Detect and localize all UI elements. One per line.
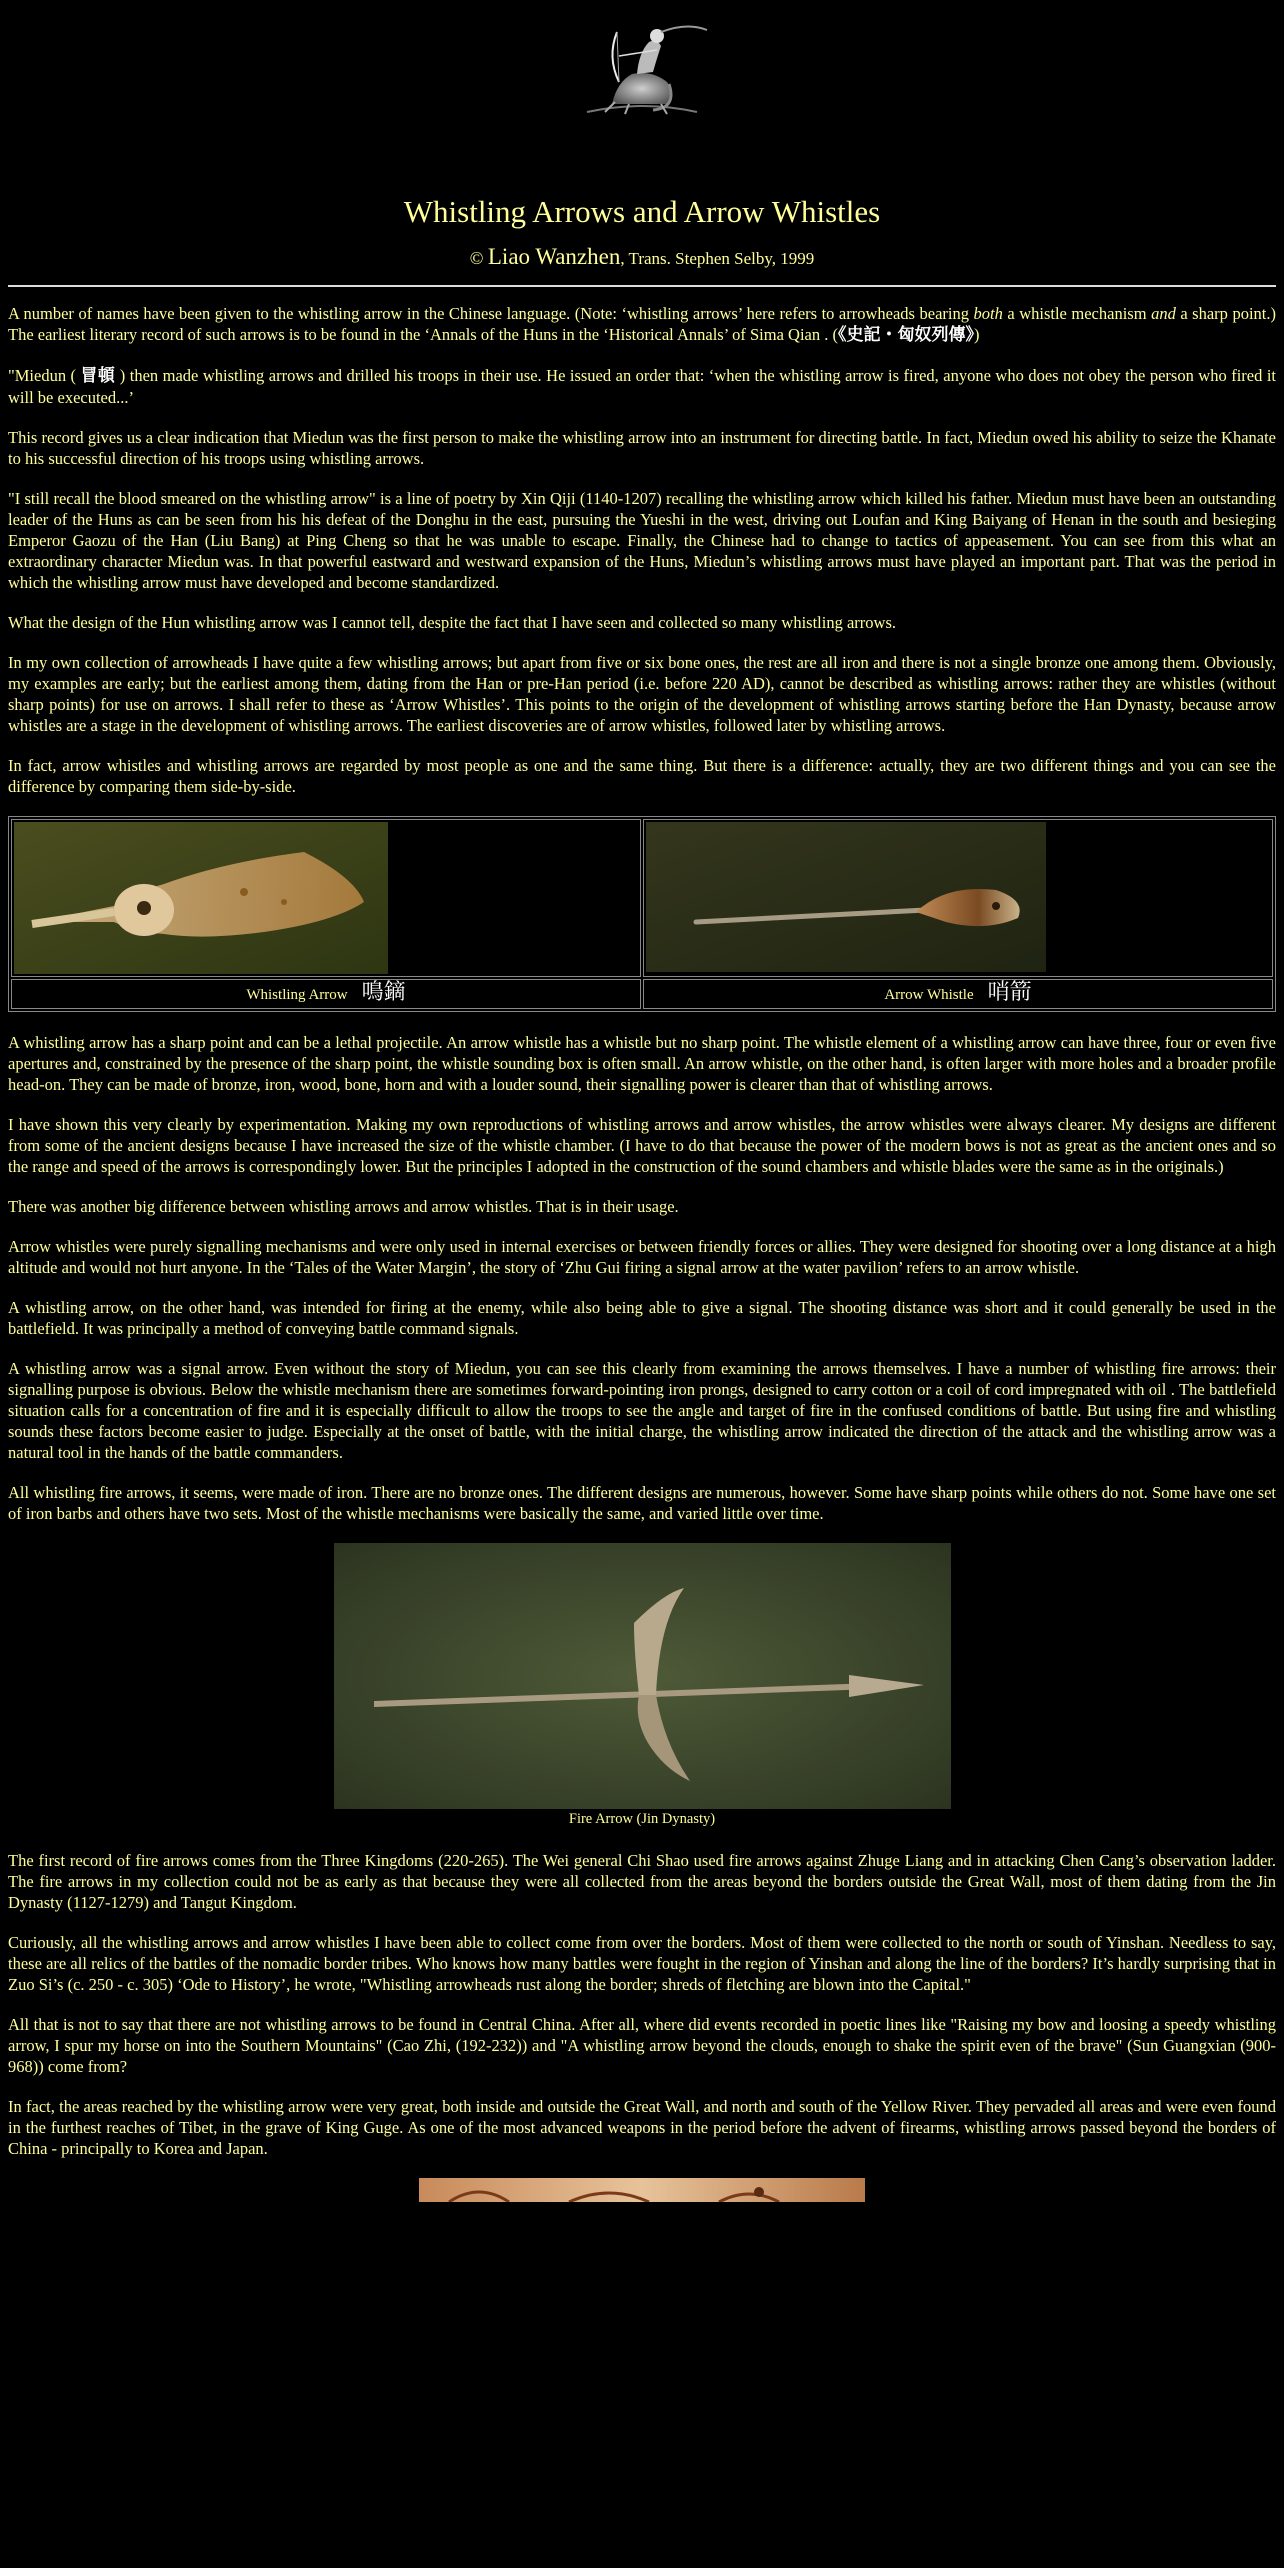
paragraph-closing-16: Curiously, all the whistling arrows and arrow whistles I have been able to collect come from over the borders. Most of them were collected to the north or south of Yinshan. Needless to say, these are all relics of the battles of the nomadic border tribes. Who knows how many battles were fought in the region of Yinshan and along the line of the borders? It’s hardly surprising that in Zuo Si’s (c. 250 - c. 305) ‘Ode to History’, he wrote, "Whistling arrowheads rust along the border; shreds of fletching are blown into the Capital." xyxy=(8,1933,1276,1994)
arrow-whistle-chinese: 哨箭 xyxy=(987,980,1032,1005)
paragraph-body-12: A whistling arrow, on the other hand, was intended for firing at the enemy, while also being able to give a signal. The shooting distance was short and it could generally be used in the battlefield. It was principally a method of conveying battle command signals. xyxy=(8,1298,1276,1338)
logo-area xyxy=(8,0,1276,122)
paragraph-body-10: There was another big difference between whistling arrows and arrow whistles. That is in their usage. xyxy=(8,1197,679,1216)
byline xyxy=(8,246,1276,269)
fire-arrow-figure xyxy=(8,1543,1276,1830)
archer-logo-icon xyxy=(557,12,727,122)
paragraph-intro-7: In fact, arrow whistles and whistling arrows are regarded by most people as one and the same thing. But there is a difference: actually, they are two different things and you can see the difference by comparing them side-by-side. xyxy=(8,756,1276,796)
header-divider xyxy=(8,285,1276,287)
fire-arrow-caption: Fire Arrow (Jin Dynasty) xyxy=(568,1811,716,1827)
paragraph-intro-3: This record gives us a clear indication that Miedun was the first person to make the whistling arrow into an instrument for directing battle. In fact, Miedun owed his ability to seize the Khanate to his successful direction of his troops using whistling arrows. xyxy=(8,428,1276,468)
paragraph-body-14: All whistling fire arrows, it seems, were made of iron. There are no bronze ones. The different designs are numerous, however. Some have sharp points while others do not. Some have one set of iron barbs and others have two sets. Most of the whistle mechanisms were basically the same, and varied little over time. xyxy=(8,1483,1276,1523)
paragraph-body-8: A whistling arrow has a sharp point and can be a lethal projectile. An arrow whistle has a whistle but no sharp point. The whistle element of a whistling arrow can have three, four or even five apertures and, constrained by the presence of the sharp point, the whistle sounding box is often small. An arrow whistle, on the other hand, is often larger with more holes and a broader profile head-on. They can be made of bronze, iron, wood, bone, horn and with a louder sound, their signalling power is clearer than that of whistling arrows. xyxy=(8,1033,1276,1094)
whistling-arrow-caption: Whistling Arrow 鳴鏑 xyxy=(11,979,641,1009)
whistling-arrow-photo-cell xyxy=(11,819,641,977)
arrow-whistle-photo-cell xyxy=(643,819,1273,977)
paragraph-body-9: I have shown this very clearly by experimentation. Making my own reproductions of whistling arrows and arrow whistles, the arrow whistles were always clearer. My designs are different from some of the ancient designs because I have increased the size of the whistle chamber. (I have to do that because the power of the modern bows is not as great as the ancient ones and so the range and speed of the arrows is correspondingly lower. But the principles I adopted in the construction of the sound chambers and whistle blades were the same as in the originals.) xyxy=(8,1115,1276,1176)
chinese-source-title: 《史記・匈奴列傳》 xyxy=(837,325,974,345)
paragraph-intro-2: "Miedun ( 冒頓 ) then made whistling arrows and drilled his troops in their use. He issued an order that: ‘when the whistling arrow is fired, anyone who does not obey the person who fired it will be executed...’ xyxy=(8,366,1277,407)
copyright-symbol: © xyxy=(469,248,484,268)
painting-image-partial xyxy=(419,2178,865,2202)
arrow-whistle-photo xyxy=(646,822,1046,972)
translator-credit: , Trans. Stephen Selby, 1999 xyxy=(620,249,815,268)
paragraph-intro-1: A number of names have been given to the whistling arrow in the Chinese language. (Note: ‘whistling arrows’ here refers to arrowheads bearing both a whistle mechanism and a sharp point.) The earliest literary record of such arrows is to be found in the ‘Annals of the Huns in the ‘Historical Annals’ of Sima Qian . (《史記・匈奴列傳》) xyxy=(8,304,1276,345)
paragraph-closing-18: In fact, the areas reached by the whistling arrow were very great, both inside and outside the Great Wall, and north and south of the Yellow River. They pervaded all areas and were even found in the furthest reaches of Tibet, in the grave of King Guge. As one of the most advanced weapons in the period before the advent of firearms, whistling arrows passed beyond the borders of China - principally to Korea and Japan. xyxy=(8,2097,1276,2158)
chinese-name-miedun: 冒頓 xyxy=(80,366,116,386)
paragraph-body-11: Arrow whistles were purely signalling mechanisms and were only used in internal exercises or between friendly forces or allies. They were designed for shooting over a long distance at a high altitude and would not hurt anyone. In the ‘Tales of the Water Margin’, the story of ‘Zhu Gui firing a signal arrow at the water pavilion’ refers to an arrow whistle. xyxy=(8,1237,1276,1277)
fire-arrow-photo xyxy=(334,1543,951,1809)
paragraph-intro-6: In my own collection of arrowheads I have quite a few whistling arrows; but apart from five or six bone ones, the rest are all iron and there is not a single bronze one among them. Obviously, my examples are early; but the earliest among them, dating from the Han or pre-Han period (i.e. before 220 AD), cannot be described as whistling arrows: rather they are whistles (without sharp points) for use on arrows. I shall refer to these as ‘Arrow Whistles’. This points to the origin of the development of whistling arrows starting before the Han Dynasty, because arrow whistles are a stage in the development of whistling arrows. The earliest discoveries are of arrow whistles, followed later by whistling arrows. xyxy=(8,653,1276,735)
paragraph-intro-4: "I still recall the blood smeared on the whistling arrow" is a line of poetry by Xin Qiji (1140-1207) recalling the whistling arrow which killed his father. Miedun must have been an outstanding leader of the Huns as can be seen from his his defeat of the Donghu in the east, pursuing the Yueshi in the west, driving out Loufan and King Baiyang of Henan in the south and besieging Emperor Gaozu of the Han (Liu Bang) at Ping Cheng so that he was unable to escape. Finally, the Chinese had to change to tactics of appeasement. You can see from this what an extraordinary character Miedun was. In that powerful eastward and westward expansion of the Huns, Miedun’s whistling arrows must have played an important part. That was the period in which the whistling arrow must have developed and become standardized. xyxy=(8,489,1276,592)
comparison-table xyxy=(8,816,1276,1012)
paragraph-closing-15: The first record of fire arrows comes from the Three Kingdoms (220-265). The Wei general Chi Shao used fire arrows against Zhuge Liang and in attacking Chen Cang’s observation ladder. The fire arrows in my collection could not be as early as that because they were all collected from the areas beyond the borders outside the Great Wall, most of them dating from the Jin Dynasty (1127-1279) and Tangut Kingdom. xyxy=(8,1851,1276,1912)
arrow-whistle-caption: Arrow Whistle 哨箭 xyxy=(643,979,1273,1009)
page-title: Whistling Arrows and Arrow Whistles xyxy=(403,194,881,229)
whistling-arrow-photo xyxy=(14,822,388,974)
paragraph-closing-17: All that is not to say that there are not whistling arrows to be found in Central China. After all, where did events recorded in poetic lines like "Raising my bow and loosing a speedy whistling arrow, I spur my horse on into the Southern Mountains" (Cao Zhi, (192-232)) and "A whistling arrow beyond the clouds, enough to shake the spirit even of the brave" (Sun Guangxian (900-968)) come from? xyxy=(8,2015,1276,2076)
whistling-arrow-chinese: 鳴鏑 xyxy=(361,980,406,1005)
paragraph-intro-5: What the design of the Hun whistling arrow was I cannot tell, despite the fact that I have seen and collected so many whistling arrows. xyxy=(8,613,896,632)
paragraph-body-13: A whistling arrow was a signal arrow. Even without the story of Miedun, you can see this clearly from examining the arrows themselves. I have a number of whistling fire arrows: their signalling purpose is obvious. Below the whistle mechanism there are sometimes forward-pointing iron prongs, designed to carry cotton or a coil of cord impregnated with oil . The battlefield situation calls for a concentration of fire and it is especially difficult to allow the troops to see the angle and target of fire in the confused conditions of battle. But using fire and whistling sounds these factors become easier to judge. Especially at the onset of battle, with the initial charge, the whistling arrow indicated the direction of the attack and the whistling arrow was a natural tool in the hands of the battle commanders. xyxy=(8,1359,1276,1462)
author-name: Liao Wanzhen xyxy=(487,244,621,269)
